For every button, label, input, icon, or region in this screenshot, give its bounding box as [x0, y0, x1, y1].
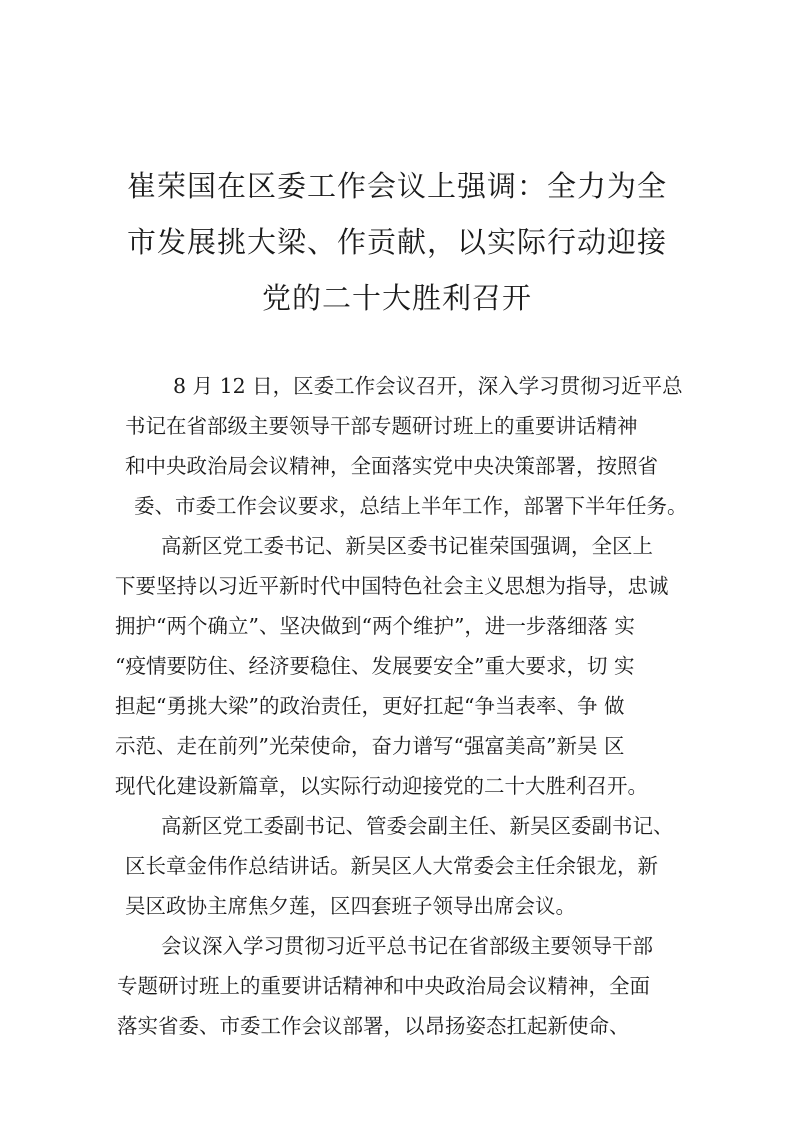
article-body: [115, 366, 690, 1046]
paragraph-2: [115, 526, 690, 806]
text-line: 下要坚持以习近平新时代中国特色社会主义思想为指导，忠诚: [115, 574, 669, 598]
title-line: 党的二十大胜利召开: [261, 281, 532, 315]
text-line: 现代化建设新篇章，以实际行动迎接党的二十大胜利召开。: [115, 774, 648, 798]
text-line: 高新区党工委副书记、管委会副主任、新吴区委副书记、: [161, 814, 674, 838]
article-title: [110, 158, 684, 326]
text-line: 专题研讨班上的重要讲话精神和中央政治局会议精神，全面: [117, 974, 650, 998]
text-line: 示范、走在前列”光荣使命，奋力谱写“强富美高”新吴 区: [115, 734, 625, 758]
text-line: 会议深入学习贯彻习近平总书记在省部级主要领导干部: [161, 934, 653, 958]
text-line: 落实省委、市委工作会议部署，以昂扬姿态扛起新使命、: [117, 1014, 630, 1038]
paragraph-3: [125, 806, 690, 926]
text-line: 书记在省部级主要领导干部专题研讨班上的重要讲话精神: [125, 414, 638, 438]
text-line: “疫情要防住、经济要稳住、发展要安全”重大要求，切 实: [115, 654, 635, 678]
text-line: 8 月 12 日，区委工作会议召开，深入学习贯彻习近平总: [173, 374, 683, 398]
text-line: 高新区党工委书记、新吴区委书记崔荣国强调，全区上: [161, 534, 653, 558]
text-line: 和中央政治局会议精神，全面落实党中央决策部署，按照省: [125, 454, 658, 478]
title-line: 市发展挑大梁、作贡献，以实际行动迎接: [126, 225, 667, 259]
text-line: 委、市委工作会议要求，总结上半年工作，部署下半年任务。: [134, 494, 688, 518]
paragraph-1: [125, 366, 690, 526]
paragraph-4: [117, 926, 690, 1046]
text-line: 担起“勇挑大梁”的政治责任，更好扛起“争当表率、争 做: [115, 694, 625, 718]
text-line: 吴区政协主席焦夕莲，区四套班子领导出席会议。: [125, 894, 576, 918]
title-line: 崔荣国在区委工作会议上强调：全力为全: [126, 169, 667, 203]
text-line: 区长章金伟作总结讲话。新吴区人大常委会主任余银龙，新: [125, 854, 658, 878]
text-line: 拥护“两个确立”、坚决做到“两个维护”，进一步落细落 实: [115, 614, 635, 638]
